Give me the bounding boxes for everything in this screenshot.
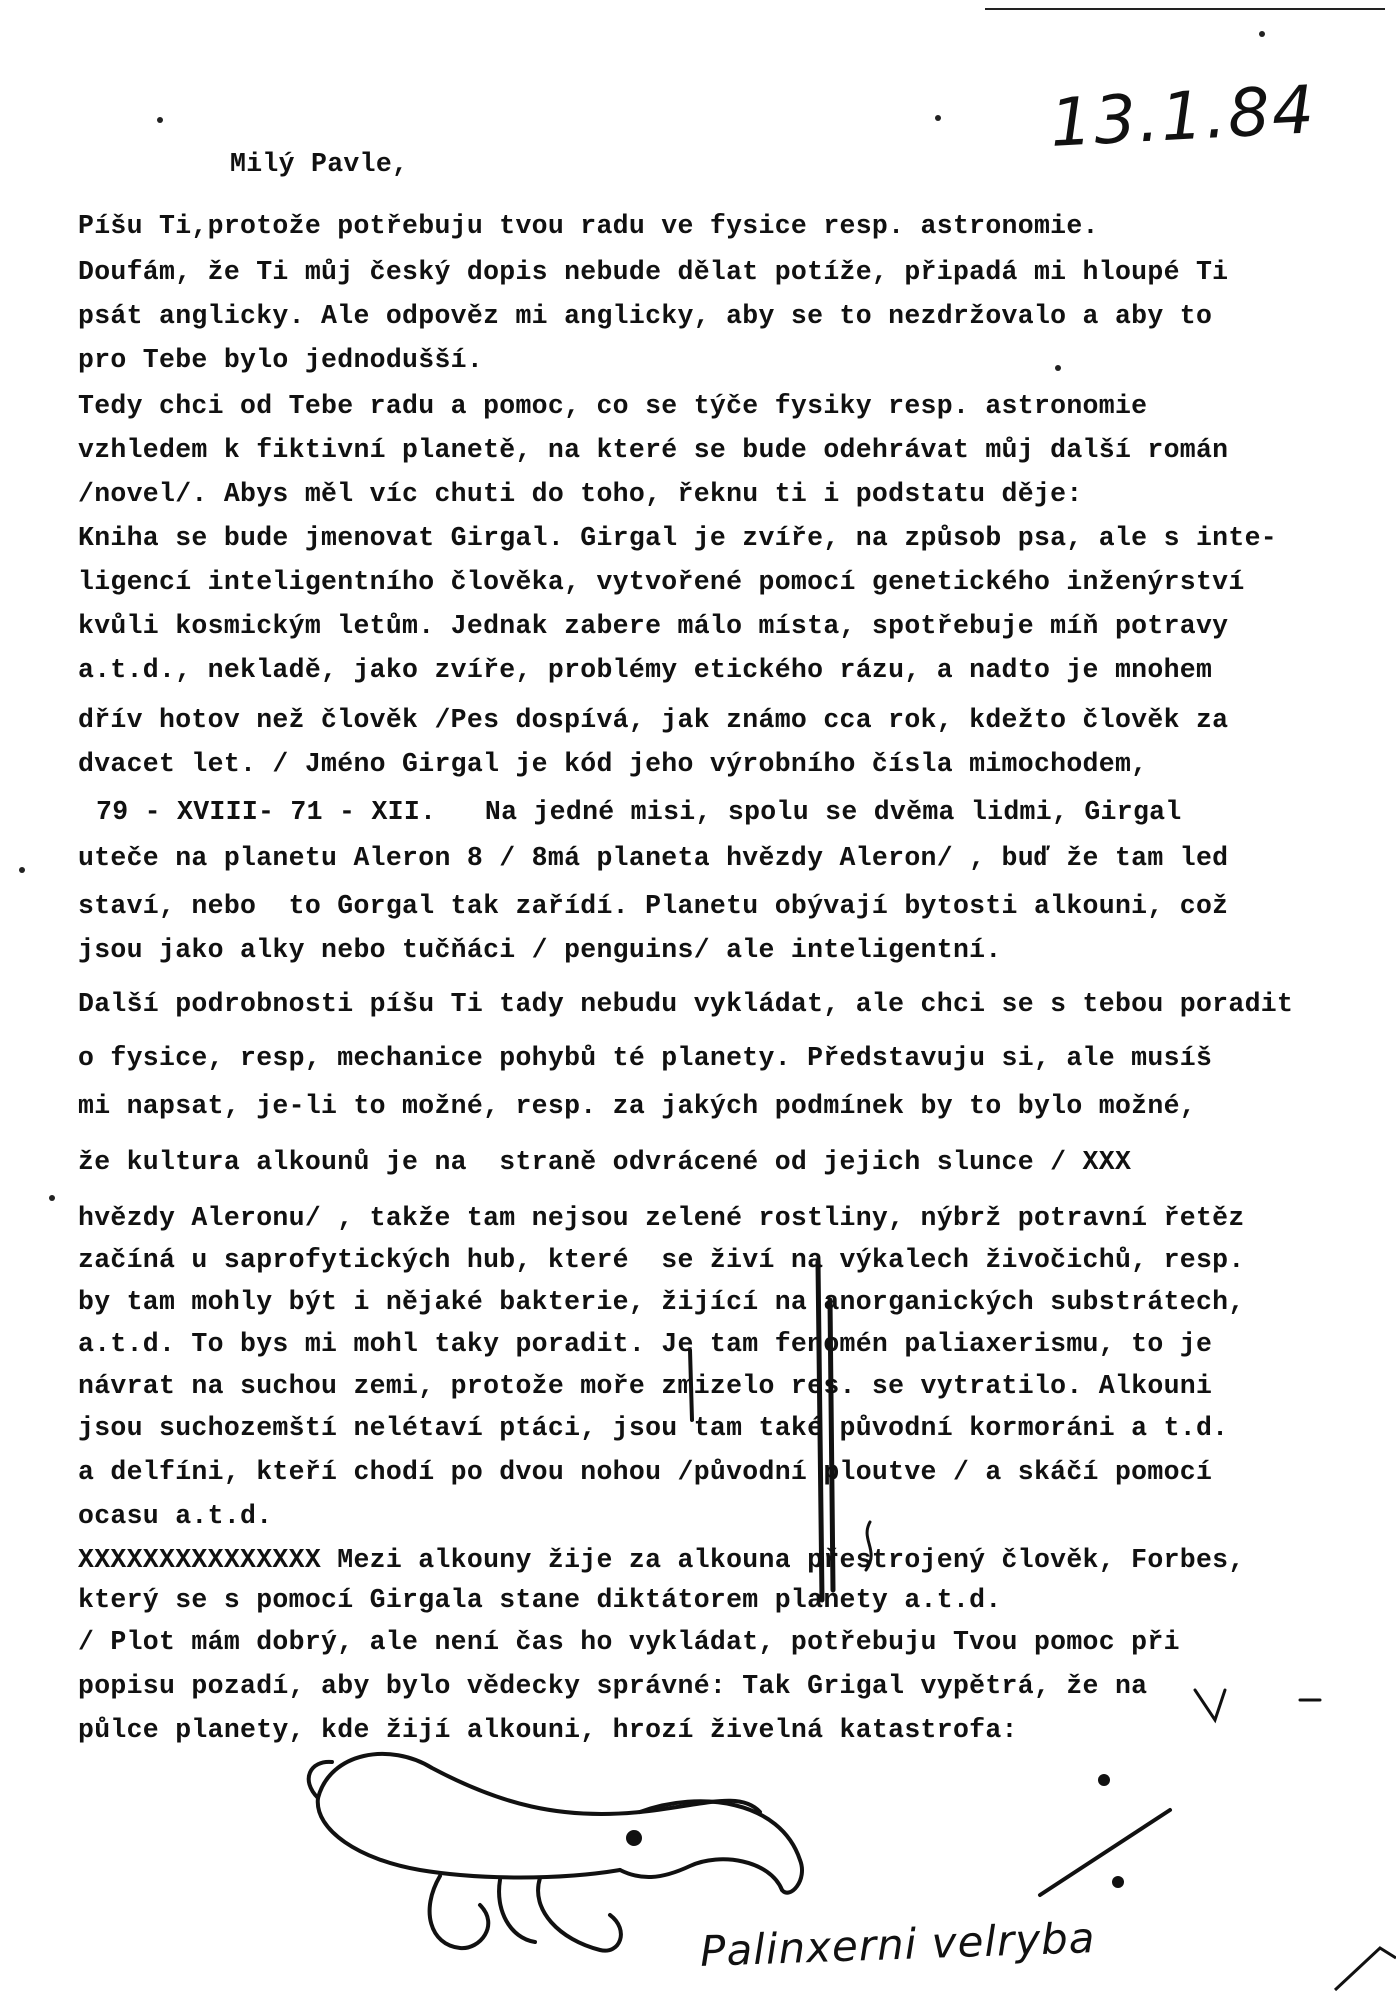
body-line: hvězdy Aleronu/ , takže tam nejsou zelené rostliny, nýbrž potravní řetěz <box>78 1203 1245 1233</box>
body-line: začíná u saprofytických hub, které se živí na výkalech živočichů, resp. <box>78 1245 1245 1275</box>
body-line: Doufám, že Ti můj český dopis nebude dělat potíže, připadá mi hloupé Ti <box>78 257 1229 287</box>
body-line: a.t.d., nekladě, jako zvíře, problémy etického rázu, a nadto je mnohem <box>78 655 1213 685</box>
body-line: kvůli kosmickým letům. Jednak zabere málo místa, spotřebuje míň potravy <box>78 611 1229 641</box>
body-line: jsou suchozemští nelétaví ptáci, jsou tam také původní kormoráni a t.d. <box>78 1413 1229 1443</box>
body-line: / Plot mám dobrý, ale není čas ho vykládat, potřebuju Tvou pomoc při <box>78 1627 1180 1657</box>
body-line: dřív hotov než člověk /Pes dospívá, jak známo cca rok, kdežto člověk za <box>78 705 1229 735</box>
body-line: mi napsat, je-li to možné, resp. za jakých podmínek by to bylo možné, <box>78 1091 1196 1121</box>
body-line: Tedy chci od Tebe radu a pomoc, co se týče fysiky resp. astronomie <box>78 391 1148 421</box>
body-line: jsou jako alky nebo tučňáci / penguins/ ale inteligentní. <box>78 935 1002 965</box>
body-line: staví, nebo to Gorgal tak zařídí. Planetu obývají bytosti alkouni, což <box>78 891 1229 921</box>
body-line: dvacet let. / Jméno Girgal je kód jeho výrobního čísla mimochodem, <box>78 749 1148 779</box>
body-line: ligencí inteligentního člověka, vytvořené pomocí genetického inženýrství <box>78 567 1245 597</box>
body-line: a.t.d. To bys mi mohl taky poradit. Je tam fenomén paliaxerismu, to je <box>78 1329 1213 1359</box>
body-line: 79 - XVIII- 71 - XII. Na jedné misi, spolu se dvěma lidmi, Girgal <box>96 797 1182 827</box>
body-line: že kultura alkounů je na straně odvrácené od jejich slunce / XXX <box>78 1147 1132 1177</box>
body-line: a delfíni, kteří chodí po dvou nohou /původní ploutve / a skáčí pomocí <box>78 1457 1213 1487</box>
body-line: vzhledem k fiktivní planetě, na které se bude odehrávat můj další román <box>78 435 1229 465</box>
sketch-caption: Palinxerni velryba <box>699 1913 1097 1976</box>
body-line: půlce planety, kde žijí alkouni, hrozí živelná katastrofa: <box>78 1715 1018 1745</box>
body-line: popisu pozadí, aby bylo vědecky správné: Tak Grigal vypětrá, že na <box>78 1671 1148 1701</box>
body-line: uteče na planetu Aleron 8 / 8má planeta hvězdy Aleron/ , buď že tam led <box>78 843 1229 873</box>
handwritten-date: 13.1.84 <box>1048 71 1318 162</box>
salutation: Milý Pavle, <box>230 149 409 179</box>
body-line: psát anglicky. Ale odpověz mi anglicky, aby se to nezdržovalo a aby to <box>78 301 1213 331</box>
body-line: Další podrobnosti píšu Ti tady nebudu vykládat, ale chci se s tebou poradit <box>78 989 1294 1019</box>
body-line: by tam mohly být i nějaké bakterie, žijící na anorganických substrátech, <box>78 1287 1245 1317</box>
body-line: o fysice, resp, mechanice pohybů té planety. Představuju si, ale musíš <box>78 1043 1213 1073</box>
body-line: návrat na suchou zemi, protože moře zmizelo res. se vytratilo. Alkouni <box>78 1371 1213 1401</box>
body-line: který se s pomocí Girgala stane diktátorem planety a.t.d. <box>78 1585 1002 1615</box>
body-line: Píšu Ti,protože potřebuju tvou radu ve fysice resp. astronomie. <box>78 211 1099 241</box>
body-line: ocasu a.t.d. <box>78 1501 273 1531</box>
body-line: /novel/. Abys měl víc chuti do toho, řeknu ti i podstatu děje: <box>78 479 1083 509</box>
body-line: pro Tebe bylo jednodušší. <box>78 345 484 375</box>
body-line: Kniha se bude jmenovat Girgal. Girgal je zvíře, na způsob psa, ale s inte- <box>78 523 1277 553</box>
body-line: XXXXXXXXXXXXXXX Mezi alkouny žije za alkouna přestrojený člověk, Forbes, <box>78 1545 1245 1575</box>
